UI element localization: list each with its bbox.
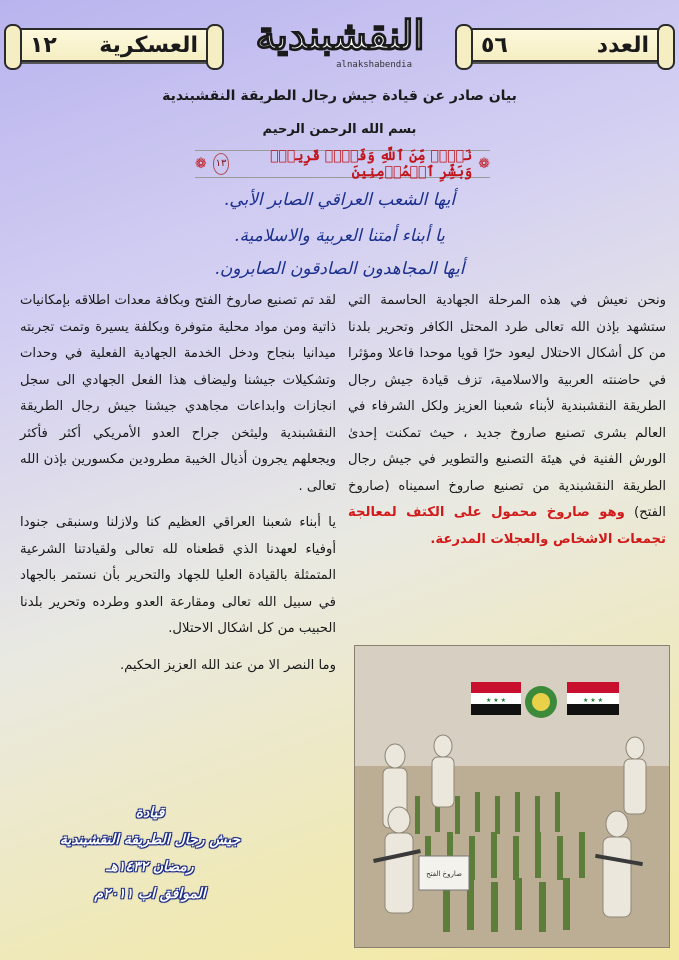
section-banner — [14, 28, 214, 62]
issue-number: ٥٦ — [481, 32, 508, 58]
masthead-logo — [240, 10, 440, 72]
ornament-icon: ❁ — [478, 156, 490, 172]
masthead-site: alnakshabendia — [336, 60, 412, 70]
right-column-highlight: وهو صاروخ محمول على الكتف لمعالجة تجمعات الاشخاص والعجلات المدرعة. — [348, 505, 666, 547]
signature-line: رمضان ١٤٣٢هـ — [106, 859, 194, 875]
call-mujahideen: أيها المجاهدون الصادقون الصابرون. — [214, 259, 465, 279]
verse-number: ١٣ — [213, 153, 229, 175]
article-left-column — [20, 288, 336, 679]
call-iraqi-people: أيها الشعب العراقي الصابر الأبي. — [223, 190, 456, 210]
statement-title: بيان صادر عن قيادة جيش رجال الطريقة النقشبندية — [162, 88, 517, 104]
svg-text:★ ★ ★: ★ ★ ★ — [486, 697, 506, 704]
basmala: بسم الله الرحمن الرحيم — [262, 122, 417, 137]
left-paragraph: وما النصر الا من عند الله العزيز الحكيم. — [119, 657, 336, 673]
svg-text:★ ★ ★: ★ ★ ★ — [583, 697, 603, 704]
issue-number-banner — [465, 28, 665, 62]
quran-verse: نَصۡرٞ مِّنَ ٱللَّهِ وَفَتۡحٞ قَرِيبٞۗ وَبَشِّرِ ٱلۡمُؤۡمِنِينَ — [270, 148, 473, 180]
issue-label: العدد — [596, 32, 649, 58]
left-paragraph: يا أبناء شعبنا العراقي العظيم كنا ولازلنا وسنبقى جنودا أوفياء لعهدنا الذي قطعناه لله تعالى ولقيادتنا الشرعية المتمثلة بالقيادة العليا للجهاد والتحرير بأن نستمر بالجهاد في سبيل الله تعالى ومقارعة العدو وطرده وتحرير بلدنا الحبيب من كل اشكال الاحتلال. — [20, 515, 336, 636]
right-column-body: ونحن نعيش في هذه المرحلة الجهادية الحاسمة التي ستشهد بإذن الله تعالى طرد المحتل الكافر وتحرير بلدنا من كل أشكال الاحتلال ليعود حرّا قويا موحدا فاعلا ومؤثرا في حاضنته العربية والاسلامية، تزف قيادة جيش رجال الطريقة النقشبندية لأبناء شعبنا العزيز ولكل الشرفاء في العالم بشرى تصنيع صاروخ جديد ، حيث تمكنت إحدىٰ الورش الفنية في هيئة التصنيع والتطوير في جيش رجال الطريقة النقشبندية من تصنيع صاروخ اسميناه (صاروخ الفتح) — [348, 293, 666, 520]
iraqi-flag-right — [567, 682, 619, 715]
signature-line: قيادة — [135, 805, 165, 821]
rocket-display-photo — [354, 645, 670, 948]
signature-block — [20, 800, 280, 908]
ornament-icon: ❁ — [195, 156, 207, 172]
signature-line: الموافق اب ٢٠١١م — [94, 886, 206, 902]
iraqi-flag-left — [471, 682, 521, 715]
call-arab-islamic-nation: يا أبناء أمتنا العربية والاسلامية. — [234, 226, 445, 246]
quran-verse-box — [195, 150, 490, 178]
display-sign-text: صاروخ الفتح — [426, 870, 462, 878]
masthead-title: النقشبندية — [255, 12, 425, 59]
page-number: ١٢ — [30, 32, 57, 58]
signature-line: جيش رجال الطريقة النقشبندية — [59, 832, 241, 848]
article-right-column — [348, 288, 666, 553]
left-paragraph: لقد تم تصنيع صاروخ الفتح وبكافة معدات اطلاقه بإمكانيات ذاتية ومن مواد محلية متوفرة وبكلفة يسيرة وتمت تجربته ميدانيا بنجاح ودخل الخدمة الجهادية الفعلية في وحدات وتشكيلات جيشنا وليضاف هذا الفعل الجهادي الى سجل انجازات وابداعات مجاهدي جيشنا جيش رجال الطريقة النقشبندية وليثخن جراح العدو الأمريكي أكثر فأكثر ويجعلهم يجرون أذيال الخيبة مطرودين مكسورين بإذن الله تعالى . — [20, 293, 336, 494]
section-label: العسكرية — [99, 32, 198, 58]
